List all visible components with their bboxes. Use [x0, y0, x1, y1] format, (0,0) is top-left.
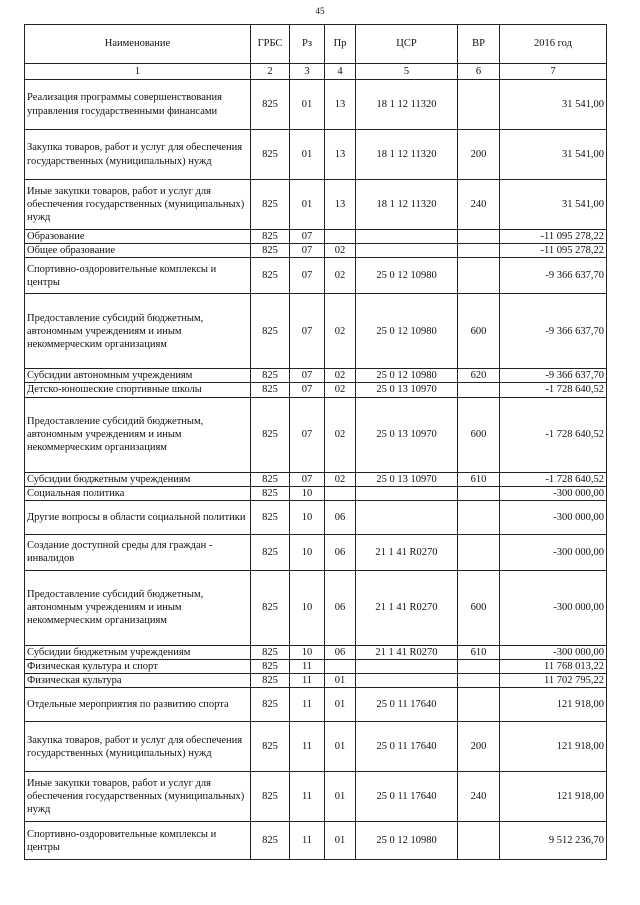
row-rz: 01	[290, 180, 325, 230]
row-rz: 07	[290, 294, 325, 369]
column-number: 3	[290, 64, 325, 80]
table-row	[25, 688, 607, 722]
row-name: Закупка товаров, работ и услуг для обеспечения государственных (муниципальных) нужд	[25, 722, 251, 772]
column-number: 6	[458, 64, 500, 80]
row-amount: -1 728 640,52	[500, 397, 607, 472]
row-amount: -300 000,00	[500, 486, 607, 500]
row-rz: 07	[290, 244, 325, 258]
row-pr: 01	[325, 822, 356, 860]
row-rz: 11	[290, 659, 325, 673]
row-vr	[458, 383, 500, 397]
header-name: Наименование	[25, 25, 251, 64]
row-name: Закупка товаров, работ и услуг для обеспечения государственных (муниципальных) нужд	[25, 130, 251, 180]
column-number-row	[25, 64, 607, 80]
row-pr: 01	[325, 674, 356, 688]
table-row	[25, 258, 607, 294]
row-rz: 10	[290, 534, 325, 570]
row-amount: -300 000,00	[500, 534, 607, 570]
row-csr: 25 0 11 17640	[356, 722, 458, 772]
table-row	[25, 230, 607, 244]
row-grbs: 825	[251, 258, 290, 294]
table-row	[25, 80, 607, 130]
row-csr: 18 1 12 11320	[356, 80, 458, 130]
row-vr	[458, 659, 500, 673]
table-row	[25, 369, 607, 383]
row-pr: 06	[325, 500, 356, 534]
table-row	[25, 722, 607, 772]
row-pr	[325, 486, 356, 500]
row-name: Создание доступной среды для граждан - инвалидов	[25, 534, 251, 570]
row-rz: 07	[290, 397, 325, 472]
row-vr: 240	[458, 772, 500, 822]
header-vr: ВР	[458, 25, 500, 64]
row-grbs: 825	[251, 369, 290, 383]
row-vr: 600	[458, 570, 500, 645]
row-amount: -300 000,00	[500, 500, 607, 534]
row-grbs: 825	[251, 472, 290, 486]
row-vr: 600	[458, 397, 500, 472]
row-pr	[325, 659, 356, 673]
row-vr	[458, 230, 500, 244]
row-csr: 18 1 12 11320	[356, 180, 458, 230]
row-amount: 121 918,00	[500, 772, 607, 822]
table-row	[25, 130, 607, 180]
row-vr	[458, 500, 500, 534]
row-pr: 02	[325, 258, 356, 294]
row-rz: 10	[290, 570, 325, 645]
row-rz: 10	[290, 500, 325, 534]
table-row	[25, 472, 607, 486]
row-amount: -11 095 278,22	[500, 244, 607, 258]
row-csr: 21 1 41 R0270	[356, 570, 458, 645]
row-csr: 25 0 12 10980	[356, 369, 458, 383]
table-row	[25, 659, 607, 673]
table-row	[25, 674, 607, 688]
row-vr: 240	[458, 180, 500, 230]
table-body	[25, 80, 607, 860]
row-grbs: 825	[251, 645, 290, 659]
row-csr	[356, 659, 458, 673]
row-csr: 25 0 12 10980	[356, 822, 458, 860]
row-amount: 9 512 236,70	[500, 822, 607, 860]
row-csr: 25 0 13 10970	[356, 397, 458, 472]
row-amount: 121 918,00	[500, 722, 607, 772]
row-pr: 06	[325, 534, 356, 570]
row-grbs: 825	[251, 383, 290, 397]
row-rz: 01	[290, 130, 325, 180]
row-vr	[458, 534, 500, 570]
table-row	[25, 294, 607, 369]
row-pr: 06	[325, 570, 356, 645]
row-vr: 600	[458, 294, 500, 369]
row-grbs: 825	[251, 722, 290, 772]
table-row	[25, 383, 607, 397]
row-amount: -11 095 278,22	[500, 230, 607, 244]
row-vr	[458, 674, 500, 688]
page-number: 45	[315, 6, 325, 16]
column-number: 5	[356, 64, 458, 80]
row-name: Физическая культура и спорт	[25, 659, 251, 673]
column-number: 2	[251, 64, 290, 80]
row-name: Предоставление субсидий бюджетным, автономным учреждениям и иным некоммерческим организациям	[25, 570, 251, 645]
row-csr: 25 0 11 17640	[356, 772, 458, 822]
row-grbs: 825	[251, 80, 290, 130]
header-rz: Рз	[290, 25, 325, 64]
row-csr	[356, 244, 458, 258]
row-vr	[458, 822, 500, 860]
row-name: Иные закупки товаров, работ и услуг для обеспечения государственных (муниципальных) нужд	[25, 772, 251, 822]
row-csr: 21 1 41 R0270	[356, 645, 458, 659]
row-name: Иные закупки товаров, работ и услуг для обеспечения государственных (муниципальных) нужд	[25, 180, 251, 230]
table-row	[25, 244, 607, 258]
row-name: Реализация программы совершенствования управления государственными финансами	[25, 80, 251, 130]
row-grbs: 825	[251, 688, 290, 722]
row-grbs: 825	[251, 230, 290, 244]
header-grbs: ГРБС	[251, 25, 290, 64]
row-csr: 25 0 12 10980	[356, 294, 458, 369]
row-name: Спортивно-оздоровительные комплексы и центры	[25, 258, 251, 294]
row-rz: 07	[290, 258, 325, 294]
row-grbs: 825	[251, 674, 290, 688]
row-vr	[458, 688, 500, 722]
row-grbs: 825	[251, 397, 290, 472]
row-grbs: 825	[251, 534, 290, 570]
row-grbs: 825	[251, 570, 290, 645]
row-amount: -300 000,00	[500, 645, 607, 659]
row-pr: 02	[325, 294, 356, 369]
row-grbs: 825	[251, 500, 290, 534]
row-amount: 31 541,00	[500, 180, 607, 230]
row-rz: 10	[290, 645, 325, 659]
header-row	[25, 25, 607, 64]
row-csr: 25 0 11 17640	[356, 688, 458, 722]
row-name: Предоставление субсидий бюджетным, автономным учреждениям и иным некоммерческим организациям	[25, 294, 251, 369]
row-amount: 11 702 795,22	[500, 674, 607, 688]
row-csr	[356, 500, 458, 534]
row-grbs: 825	[251, 486, 290, 500]
column-number: 7	[500, 64, 607, 80]
table-row	[25, 772, 607, 822]
row-csr: 25 0 12 10980	[356, 258, 458, 294]
row-csr	[356, 674, 458, 688]
table-row	[25, 180, 607, 230]
row-rz: 11	[290, 688, 325, 722]
row-rz: 07	[290, 383, 325, 397]
header-csr: ЦСР	[356, 25, 458, 64]
row-vr: 200	[458, 722, 500, 772]
row-name: Другие вопросы в области социальной политики	[25, 500, 251, 534]
table-row	[25, 822, 607, 860]
row-vr	[458, 80, 500, 130]
row-csr: 25 0 13 10970	[356, 383, 458, 397]
row-pr: 01	[325, 772, 356, 822]
table-row	[25, 486, 607, 500]
row-name: Отдельные мероприятия по развитию спорта	[25, 688, 251, 722]
row-name: Детско-юношеские спортивные школы	[25, 383, 251, 397]
row-grbs: 825	[251, 180, 290, 230]
row-rz: 07	[290, 472, 325, 486]
row-amount: -1 728 640,52	[500, 472, 607, 486]
row-pr: 01	[325, 688, 356, 722]
header-year: 2016 год	[500, 25, 607, 64]
budget-table	[24, 24, 607, 860]
row-pr: 01	[325, 722, 356, 772]
row-pr: 02	[325, 472, 356, 486]
table-row	[25, 645, 607, 659]
row-amount: -9 366 637,70	[500, 258, 607, 294]
row-csr: 25 0 13 10970	[356, 472, 458, 486]
row-name: Социальная политика	[25, 486, 251, 500]
row-vr: 620	[458, 369, 500, 383]
row-amount: 121 918,00	[500, 688, 607, 722]
row-rz: 01	[290, 80, 325, 130]
row-csr: 18 1 12 11320	[356, 130, 458, 180]
row-amount: -300 000,00	[500, 570, 607, 645]
row-amount: -1 728 640,52	[500, 383, 607, 397]
column-number: 4	[325, 64, 356, 80]
table-row	[25, 570, 607, 645]
row-name: Предоставление субсидий бюджетным, автономным учреждениям и иным некоммерческим организациям	[25, 397, 251, 472]
row-csr	[356, 230, 458, 244]
row-vr: 200	[458, 130, 500, 180]
row-name: Субсидии бюджетным учреждениям	[25, 472, 251, 486]
row-name: Субсидии бюджетным учреждениям	[25, 645, 251, 659]
row-name: Спортивно-оздоровительные комплексы и центры	[25, 822, 251, 860]
header-pr: Пр	[325, 25, 356, 64]
row-pr	[325, 230, 356, 244]
row-name: Общее образование	[25, 244, 251, 258]
row-pr: 02	[325, 383, 356, 397]
row-rz: 11	[290, 822, 325, 860]
row-rz: 07	[290, 369, 325, 383]
row-pr: 06	[325, 645, 356, 659]
row-name: Образование	[25, 230, 251, 244]
table-row	[25, 500, 607, 534]
row-name: Физическая культура	[25, 674, 251, 688]
column-number: 1	[25, 64, 251, 80]
row-grbs: 825	[251, 244, 290, 258]
row-vr	[458, 244, 500, 258]
row-grbs: 825	[251, 659, 290, 673]
row-rz: 11	[290, 772, 325, 822]
row-vr	[458, 486, 500, 500]
row-rz: 07	[290, 230, 325, 244]
row-amount: -9 366 637,70	[500, 369, 607, 383]
row-pr: 02	[325, 369, 356, 383]
row-pr: 13	[325, 130, 356, 180]
row-vr: 610	[458, 472, 500, 486]
row-grbs: 825	[251, 294, 290, 369]
row-vr	[458, 258, 500, 294]
row-csr	[356, 486, 458, 500]
row-name: Субсидии автономным учреждениям	[25, 369, 251, 383]
row-pr: 13	[325, 180, 356, 230]
row-amount: 11 768 013,22	[500, 659, 607, 673]
row-grbs: 825	[251, 772, 290, 822]
row-rz: 11	[290, 674, 325, 688]
table-row	[25, 397, 607, 472]
row-grbs: 825	[251, 822, 290, 860]
row-amount: 31 541,00	[500, 80, 607, 130]
row-csr: 21 1 41 R0270	[356, 534, 458, 570]
row-vr: 610	[458, 645, 500, 659]
row-rz: 11	[290, 722, 325, 772]
row-grbs: 825	[251, 130, 290, 180]
row-pr: 13	[325, 80, 356, 130]
row-pr: 02	[325, 397, 356, 472]
row-pr: 02	[325, 244, 356, 258]
row-rz: 10	[290, 486, 325, 500]
row-amount: -9 366 637,70	[500, 294, 607, 369]
row-amount: 31 541,00	[500, 130, 607, 180]
table-row	[25, 534, 607, 570]
